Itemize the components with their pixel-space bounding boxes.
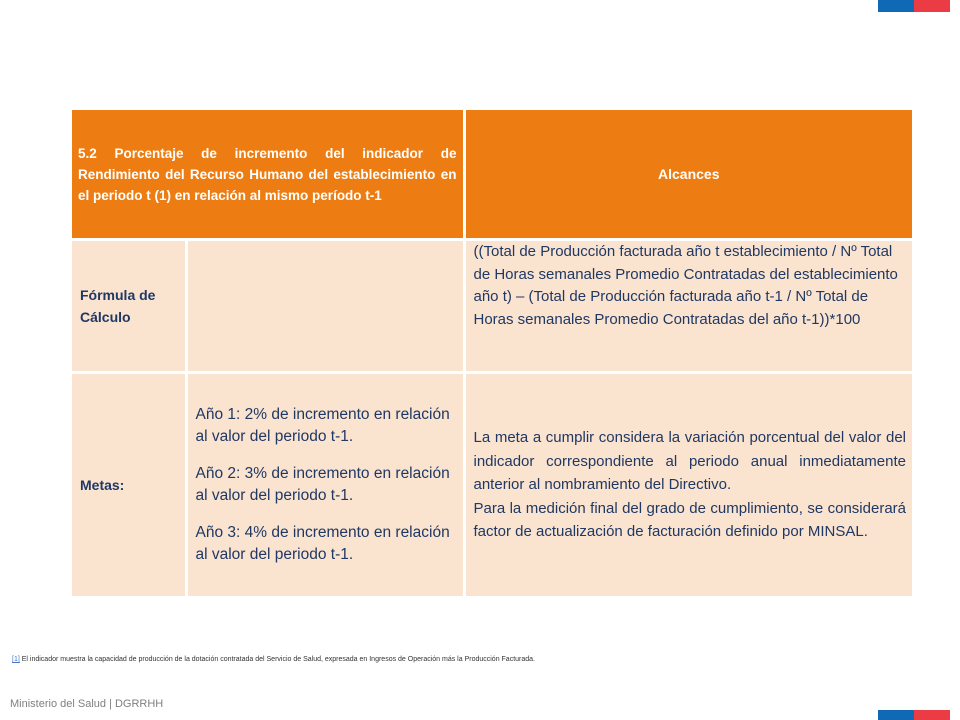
metas-goals bbox=[186, 373, 464, 597]
formula-row bbox=[72, 240, 912, 373]
flag-stripe-top bbox=[878, 0, 950, 12]
table-header-row bbox=[72, 110, 912, 240]
flag-stripe-bottom bbox=[878, 710, 950, 720]
formula-empty-cell bbox=[186, 240, 464, 373]
footnote-ref-link[interactable]: [1] bbox=[12, 656, 20, 663]
metas-row bbox=[72, 373, 912, 597]
metas-scope bbox=[464, 373, 912, 597]
goal-year-2: Año 2: 3% de incremento en relación al valor del periodo t-1. bbox=[195, 464, 450, 504]
footnote-text: El indicador muestra la capacidad de producción de la dotación contratada del Servicio de Salud, expresada en Ingresos de Operación más la Producción Facturada. bbox=[19, 656, 535, 663]
scope-header: Alcances bbox=[464, 110, 912, 240]
formula-text: ((Total de Producción facturada año t establecimiento / Nº Total de Horas semanales Promedio Contratadas del establecimiento año t) – (Total de Producción facturada año t-1 / Nº Total de Horas semanales Promedio Contratadas del año t-1))*100 bbox=[464, 240, 912, 373]
footnote bbox=[12, 656, 535, 663]
goal-year-1: Año 1: 2% de incremento en relación al valor del periodo t-1. bbox=[195, 405, 450, 445]
metas-label: Metas: bbox=[72, 373, 186, 597]
scope-paragraph-1: La meta a cumplir considera la variación porcentual del valor del indicador correspondiente al periodo anual inmediatamente anterior al nombramiento del Directivo. bbox=[473, 429, 906, 494]
footer-text: Ministerio del Salud | DGRRHH bbox=[10, 698, 164, 710]
indicator-table bbox=[72, 110, 912, 596]
goal-year-3: Año 3: 4% de incremento en relación al valor del periodo t-1. bbox=[195, 523, 450, 563]
indicator-title: 5.2 Porcentaje de incremento del indicador de Rendimiento del Recurso Humano del establecimiento en el periodo t (1) en relación al mismo período t-1 bbox=[72, 110, 464, 240]
formula-label: Fórmula de Cálculo bbox=[72, 240, 186, 373]
scope-paragraph-2: Para la medición final del grado de cumplimiento, se considerará factor de actualización de facturación definido por MINSAL. bbox=[473, 499, 906, 541]
